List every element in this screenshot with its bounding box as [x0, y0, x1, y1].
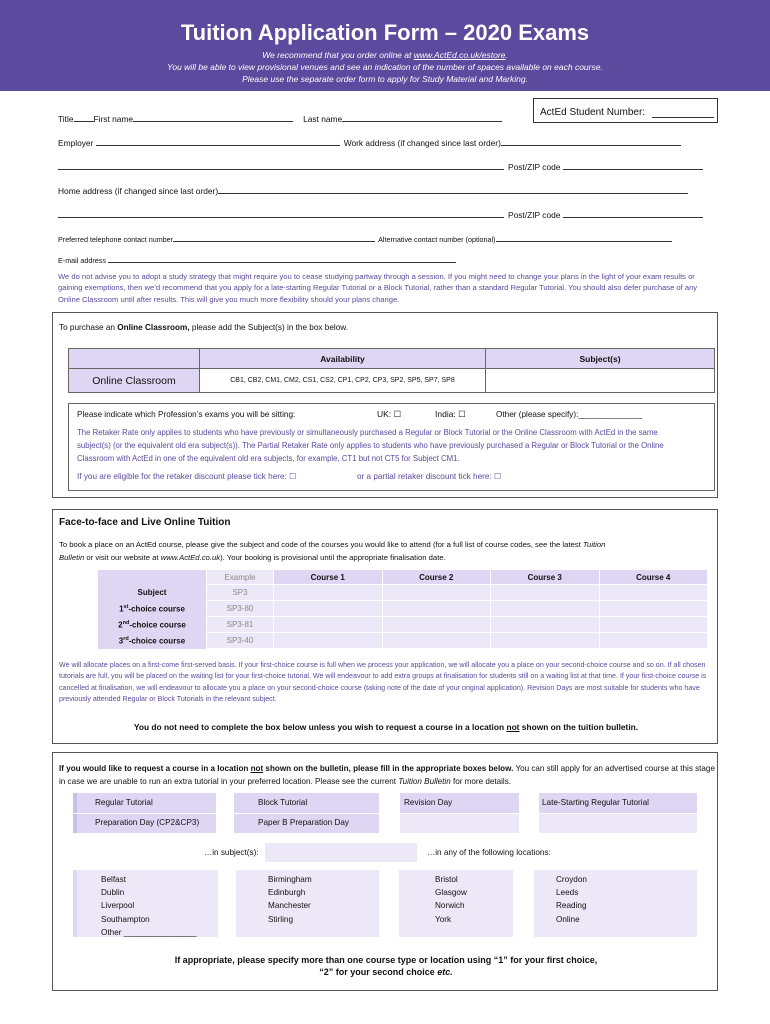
retaker-text: The Retaker Rate only applies to students who have previously or simultaneously purchased a Regular or Block Tutorial or the Online Classroom with ActEd in the same subject(s) (or the equivalent old era subject(s)). The Partial Retaker Rate only applies to students who have previously purchased a Regular or Block Tutorial or the Online Classroom with ActEd in one of the equivalent old era subjects, for example, CT1 but not CT5 for Subject CM1. — [77, 428, 664, 463]
col-course-4: Course 4 — [599, 570, 708, 585]
location-leeds[interactable]: Leeds — [556, 888, 579, 898]
study-advice: We do not advise you to adopt a study strategy that might require you to cease studying partway through a session. If you might need to change your plans in the light of your exam results or gaining exemptions, then we’d recommend that you apply for a late-starting Regular Tutorial or a Block Tutorial, rather than a standard Regular Tutorial. You should also defer purchase of any Online Classroom until after results. This will give you much more flexibility should your plans change. — [58, 272, 698, 304]
employer-field[interactable] — [96, 137, 340, 146]
type-preparation-day[interactable]: Preparation Day (CP2&CP3) — [95, 818, 200, 827]
course-choice-table — [98, 569, 708, 649]
form-title: Tuition Application Form – 2020 Exams — [180, 20, 590, 45]
f2f-heading: Face-to-face and Live Online Tuition — [59, 517, 231, 528]
retaker-checkbox[interactable]: If you are eligible for the retaker discount please tick here: ☐ — [77, 472, 297, 481]
course-3-subject[interactable] — [491, 585, 600, 601]
request-section — [52, 752, 718, 991]
f2f-intro: To book a place on an ActEd course, please give the subject and code of the courses you would like to attend (for a full list of course codes, see the latest Tuition Bulletin or visit our website at www.ActEd.co.uk). Your booking is provisional until the appropriate finalisation date. — [59, 540, 606, 562]
home-address-line-2: Post/ZIP code — [58, 209, 703, 220]
estore-link[interactable]: www.ActEd.co.uk/estore — [413, 50, 506, 60]
locations-col-4 — [556, 873, 587, 926]
type-late-starting[interactable]: Late-Starting Regular Tutorial — [542, 798, 649, 807]
locations-col-2 — [268, 873, 312, 926]
course-3-third-choice[interactable] — [491, 633, 600, 649]
course-3-second-choice[interactable] — [491, 617, 600, 633]
col-subjects: Subject(s) — [486, 349, 715, 369]
in-locations-label: …in any of the following locations: — [427, 848, 551, 857]
phone-line: Preferred telephone contact number Alternative contact number (optional) — [58, 233, 672, 244]
location-online[interactable]: Online — [556, 914, 580, 924]
col-course-1: Course 1 — [274, 570, 383, 585]
location-manchester[interactable]: Manchester — [268, 901, 311, 911]
student-number-field[interactable] — [652, 109, 714, 118]
work-address-field-2[interactable] — [58, 161, 504, 170]
header-banner — [0, 0, 770, 91]
work-address-line-2: Post/ZIP code — [58, 161, 703, 172]
table-row: 1st-choice course SP3-80 — [98, 601, 708, 617]
type-block-tutorial[interactable]: Block Tutorial — [258, 798, 308, 807]
header-line-3: Please use the separate order form to apply for Study Material and Marking. — [242, 74, 528, 84]
online-classroom-section — [52, 312, 718, 498]
type-revision-day[interactable]: Revision Day — [404, 798, 453, 807]
location-dublin[interactable]: Dublin — [101, 888, 125, 898]
locations-col-3 — [435, 873, 467, 926]
in-subjects-label: …in subject(s): — [204, 848, 259, 857]
location-stirling[interactable]: Stirling — [268, 914, 294, 924]
first-name-field[interactable] — [133, 113, 293, 122]
request-footer: If appropriate, please specify more than one course type or location using “1” for your first choice, “2” for your second choice etc. — [174, 955, 598, 977]
location-norwich[interactable]: Norwich — [435, 901, 465, 911]
f2f-section — [52, 509, 718, 744]
alt-phone-field[interactable] — [496, 233, 672, 242]
location-york[interactable]: York — [435, 914, 452, 924]
location-southampton[interactable]: Southampton — [101, 914, 150, 924]
location-belfast[interactable]: Belfast — [101, 875, 127, 884]
location-glasgow[interactable]: Glasgow — [435, 888, 467, 898]
course-1-first-choice[interactable] — [274, 601, 383, 617]
profession-box — [68, 403, 715, 491]
locations-grid — [73, 870, 697, 937]
other-profession-field[interactable]: Other (please specify):______________ — [496, 410, 643, 419]
header-line-2: You will be able to view provisional venues and see an indication of the number of spaces available on each course. — [167, 62, 603, 72]
email-line: E-mail address — [58, 254, 456, 265]
header-line-1: We recommend that you order online at www.ActEd.co.uk/estore. — [262, 50, 508, 60]
course-1-subject[interactable] — [274, 585, 383, 601]
profession-question: Please indicate which Profession’s exams you will be sitting: — [77, 410, 296, 419]
location-edinburgh[interactable]: Edinburgh — [268, 888, 306, 898]
type-paper-b-prep[interactable]: Paper B Preparation Day — [258, 818, 350, 827]
course-4-third-choice[interactable] — [599, 633, 708, 649]
course-4-first-choice[interactable] — [599, 601, 708, 617]
online-classroom-intro: To purchase an Online Classroom, please add the Subject(s) in the box below. — [59, 323, 349, 332]
course-2-subject[interactable] — [382, 585, 491, 601]
allocation-text: We will allocate places on a first-come first-served basis. If your first-choice course is full when we process your application, we will allocate you a place on your second-choice course and so on. If all chosen tutorials are full, you will be placed on the waiting list for your first-choice tutorial. We will endeavour to add extra groups at finalisation for students still on a waiting list at that time. If your first-choice course is cancelled at finalisation, we will endeavour to allocate you a place on your second-choice course (taking note of the date of your original application). Revision Days are most suitable for students who have previously attended Regular or Block Tutorials in the relevant subject. — [59, 661, 707, 704]
course-2-second-choice[interactable] — [382, 617, 491, 633]
type-regular-tutorial[interactable]: Regular Tutorial — [95, 798, 153, 807]
india-checkbox[interactable]: India: ☐ — [435, 409, 466, 419]
home-address-field-2[interactable] — [58, 209, 504, 218]
course-type-grid — [73, 793, 697, 833]
table-row: Subject SP3 — [98, 585, 708, 601]
location-birmingham[interactable]: Birmingham — [268, 875, 312, 884]
course-4-subject[interactable] — [599, 585, 708, 601]
employer-line: Employer Work address (if changed since last order) — [58, 137, 681, 148]
locations-col-1 — [101, 873, 197, 939]
online-classroom-label: Online Classroom — [69, 369, 200, 393]
f2f-note: You do not need to complete the box below unless you wish to request a course in a location not shown on the tuition bulletin. — [133, 722, 639, 732]
course-2-third-choice[interactable] — [382, 633, 491, 649]
col-course-3: Course 3 — [491, 570, 600, 585]
subjects-input-cell[interactable] — [486, 369, 715, 393]
location-reading[interactable]: Reading — [556, 901, 587, 911]
last-name-field[interactable] — [342, 113, 502, 122]
col-example: Example — [207, 570, 274, 585]
location-other[interactable]: Other ________________ — [101, 927, 197, 937]
work-address-field[interactable] — [501, 137, 681, 146]
title-field[interactable] — [74, 113, 94, 122]
table-row: 2nd-choice course SP3-81 — [98, 617, 708, 633]
name-line: Title First name Last name — [58, 113, 502, 124]
student-number-box[interactable]: ActEd Student Number: — [533, 98, 718, 123]
course-4-second-choice[interactable] — [599, 617, 708, 633]
email-field[interactable] — [108, 254, 456, 263]
request-intro: If you would like to request a course in a location not shown on the bulletin, please fill in the appropriate boxes below. You can still apply for an advertised course at this stage in case we are unable to run an extra tutorial in your preferred location. Please see the current Tuition Bulletin for more details. — [59, 764, 715, 786]
uk-checkbox[interactable]: UK: ☐ — [377, 409, 402, 419]
course-1-third-choice[interactable] — [274, 633, 383, 649]
course-3-first-choice[interactable] — [491, 601, 600, 617]
location-liverpool[interactable]: Liverpool — [101, 901, 135, 911]
col-availability: Availability — [200, 349, 486, 369]
subjects-field[interactable] — [265, 843, 417, 862]
phone-field[interactable] — [173, 233, 375, 242]
home-post-zip-field[interactable] — [563, 209, 703, 218]
location-bristol[interactable]: Bristol — [435, 875, 458, 884]
location-croydon[interactable]: Croydon — [556, 875, 587, 884]
online-classroom-table — [68, 348, 715, 393]
col-course-2: Course 2 — [382, 570, 491, 585]
partial-retaker-checkbox[interactable]: or a partial retaker discount tick here: ☐ — [357, 472, 502, 481]
table-row: 3rd-choice course SP3-40 — [98, 633, 708, 649]
availability-value: CB1, CB2, CM1, CM2, CS1, CS2, CP1, CP2, CP3, SP2, SP5, SP7, SP8 — [200, 369, 486, 393]
course-2-first-choice[interactable] — [382, 601, 491, 617]
work-post-zip-field[interactable] — [563, 161, 703, 170]
course-1-second-choice[interactable] — [274, 617, 383, 633]
home-address-line: Home address (if changed since last order) — [58, 185, 688, 196]
home-address-field[interactable] — [218, 185, 688, 194]
